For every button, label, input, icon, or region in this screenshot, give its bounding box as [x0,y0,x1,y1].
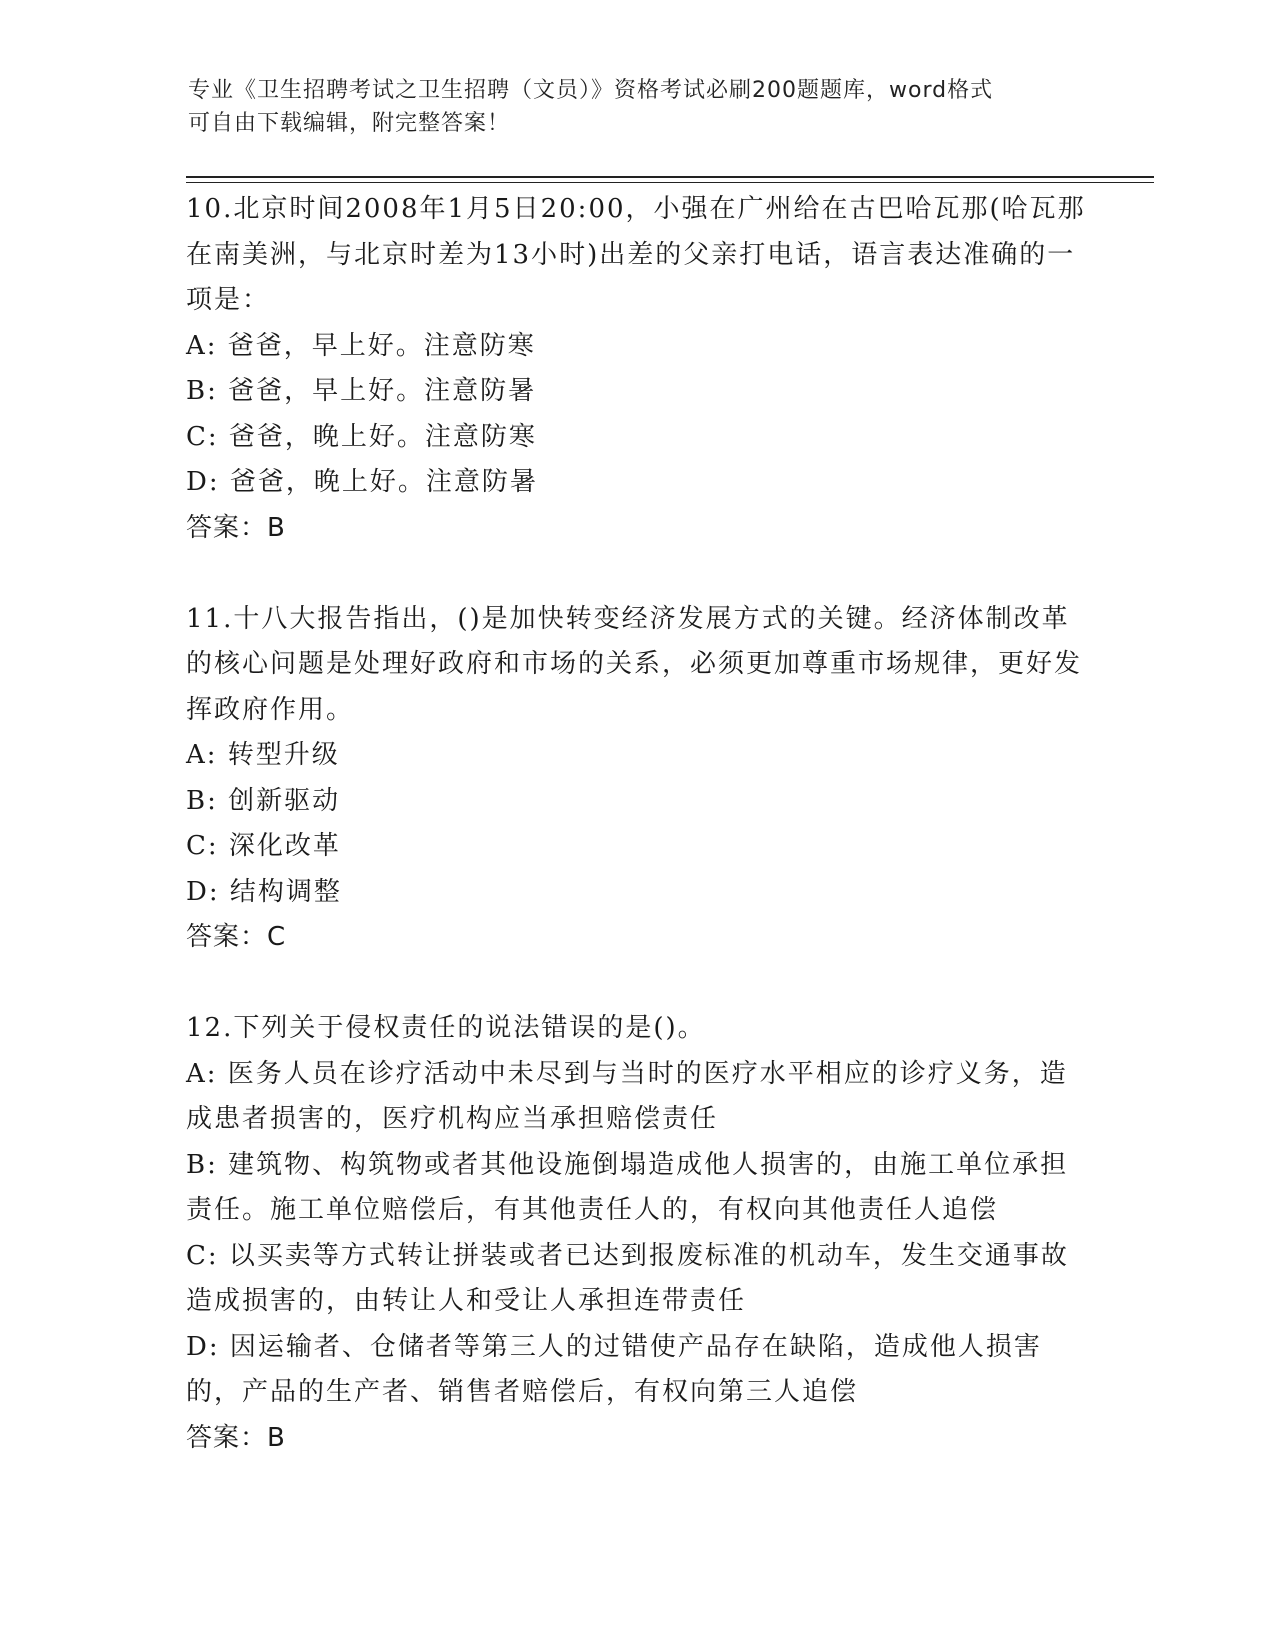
option-b: B: 创新驱动 [186,785,341,816]
header-divider-thin [186,182,1154,183]
question-12 [186,1006,1086,1461]
answer-line: 答案：B [186,512,286,543]
header-line-1: 专业《卫生招聘考试之卫生招聘（文员）》资格考试必刷200题题库，word格式 [188,78,994,103]
option-a: A: 转型升级 [186,740,340,770]
question-spacer [186,551,1086,597]
option-d: D: 结构调整 [186,876,342,907]
answer-line: 答案：B [186,1422,286,1453]
question-11 [186,597,1086,961]
question-text: 10.北京时间2008年1月5日20:00，小强在广州给在古巴哈瓦那(哈瓦那在南美洲，与北京时差为13小时)出差的父亲打电话，语言表达准确的一项是： [186,194,1086,315]
question-spacer [186,961,1086,1007]
option-b: B: 建筑物、构筑物或者其他设施倒塌造成他人损害的，由施工单位承担责任。施工单位赔偿后，有其他责任人的，有权向其他责任人追偿 [186,1149,1069,1225]
option-c: C: 以买卖等方式转让拼装或者已达到报废标准的机动车，发生交通事故造成损害的，由转让人和受让人承担连带责任 [186,1240,1069,1316]
question-10 [186,187,1086,551]
option-d: D: 爸爸，晚上好。注意防暑 [186,467,538,497]
answer-line: 答案：C [186,922,287,952]
option-a: A: 医务人员在诊疗活动中未尽到与当时的医疗水平相应的诊疗义务，造成患者损害的，医疗机构应当承担赔偿责任 [186,1058,1068,1134]
question-list [186,187,1086,1461]
option-b: B: 爸爸，早上好。注意防暑 [186,376,537,406]
option-c: C: 爸爸，晚上好。注意防寒 [186,421,537,452]
question-text: 11.十八大报告指出，()是加快转变经济发展方式的关键。经济体制改革的核心问题是处理好政府和市场的关系，必须更加尊重市场规律，更好发挥政府作用。 [186,603,1083,725]
header-line-2: 可自由下载编辑，附完整答案！ [188,111,511,136]
question-text: 12.下列关于侵权责任的说法错误的是()。 [186,1013,706,1043]
option-a: A: 爸爸，早上好。注意防寒 [186,330,536,361]
document-header [188,74,1068,140]
option-c: C: 深化改革 [186,831,341,861]
option-d: D: 因运输者、仓储者等第三人的过错使产品存在缺陷，造成他人损害的，产品的生产者、销售者赔偿后，有权向第三人追偿 [186,1331,1042,1407]
header-divider-thick [186,176,1154,178]
